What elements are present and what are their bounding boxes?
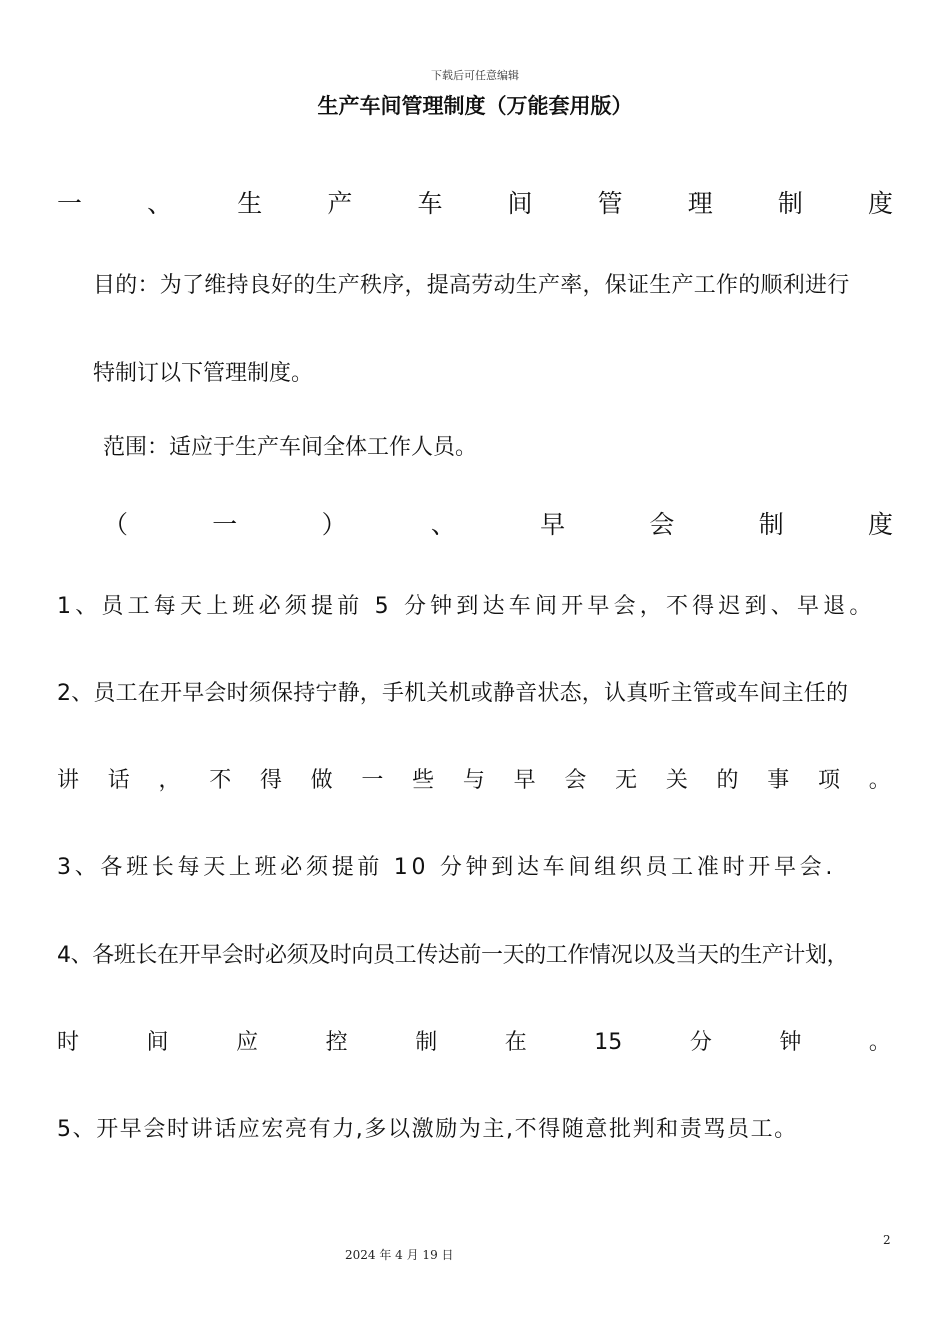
section-heading-char: 理 [687,189,713,218]
rule-item-4-char: 15 [594,1030,623,1055]
rule-item-4-char: 应 [236,1030,259,1055]
rule-item-2-char: ， [158,768,181,793]
document-title: 生产车间管理制度（万能套用版） [317,94,633,118]
subsection-heading-char: 一 [212,510,238,539]
section-heading-char: 制 [777,189,803,218]
section-heading-char: 产 [327,189,353,218]
rule-item-2-char: 做 [310,768,333,793]
rule-item-2-char: 会 [564,768,587,793]
rule-item-2-char: 无 [615,768,638,793]
header-note: 下载后可任意编辑 [431,69,519,82]
section-heading [57,184,893,220]
rule-item-2-char: 早 [513,768,536,793]
rule-item-4-char: 制 [415,1030,438,1055]
rule-item-2-line-1: 2、员工在开早会时须保持宁静，手机关机或静音状态，认真听主管或车间主任的 [57,681,849,706]
section-heading-char: 间 [507,189,533,218]
page-number: 2 [883,1233,891,1247]
rule-item-2-char: 项 [818,768,841,793]
subsection-heading-char: 制 [758,510,784,539]
footer-date: 2024 年 4 月 19 日 [345,1248,454,1262]
rule-item-4-char: 。 [868,1030,891,1055]
subsection-heading-char: 度 [867,510,893,539]
rule-item-4-line-1: 4、各班长在开早会时必须及时向员工传达前一天的工作情况以及当天的生产计划， [57,943,849,968]
section-heading-char: 一 [57,189,83,218]
rule-item-2-char: 得 [259,768,282,793]
rule-item-2-char: 话 [107,768,130,793]
rule-item-5: 5、开早会时讲话应宏亮有力,多以激励为主,不得随意批判和责骂员工。 [57,1117,798,1142]
rule-item-4-char: 间 [146,1030,169,1055]
rule-item-4-char: 钟 [779,1030,802,1055]
purpose-line-2: 特制订以下管理制度。 [93,361,314,386]
rule-item-4-line-2 [57,1028,891,1058]
rule-item-2-char: 些 [412,768,435,793]
rule-item-2-char: 。 [868,768,891,793]
section-heading-char: 、 [147,189,173,218]
subsection-heading-char: 会 [649,510,675,539]
rule-item-2-char: 讲 [57,768,80,793]
rule-item-2-line-2 [57,766,891,796]
section-heading-char: 度 [867,189,893,218]
rule-item-4-char: 控 [325,1030,348,1055]
rule-item-2-char: 事 [767,768,790,793]
subsection-heading-char: 早 [540,510,566,539]
rule-item-4-char: 在 [504,1030,527,1055]
purpose-line-1: 目的：为了维持良好的生产秩序，提高劳动生产率，保证生产工作的顺利进行 [93,273,850,298]
section-heading-char: 车 [417,189,443,218]
subsection-heading-char: （ [103,510,129,539]
rule-item-4-char: 分 [689,1030,712,1055]
rule-item-2-char: 一 [361,768,384,793]
rule-item-1: 1、员工每天上班必须提前 5 分钟到达车间开早会，不得迟到、早退。 [57,594,876,619]
rule-item-2-char: 不 [209,768,232,793]
subsection-heading-char: ） [321,510,347,539]
subsection-heading-char: 、 [430,510,456,539]
rule-item-2-char: 关 [665,768,688,793]
section-heading-char: 生 [237,189,263,218]
rule-item-3: 3、各班长每天上班必须提前 10 分钟到达车间组织员工准时开早会. [57,855,837,880]
rule-item-2-char: 的 [716,768,739,793]
section-heading-char: 管 [597,189,623,218]
rule-item-4-char: 时 [57,1030,80,1055]
scope-text: 范围：适应于生产车间全体工作人员。 [103,435,478,460]
subsection-heading [103,505,893,541]
rule-item-2-char: 与 [462,768,485,793]
